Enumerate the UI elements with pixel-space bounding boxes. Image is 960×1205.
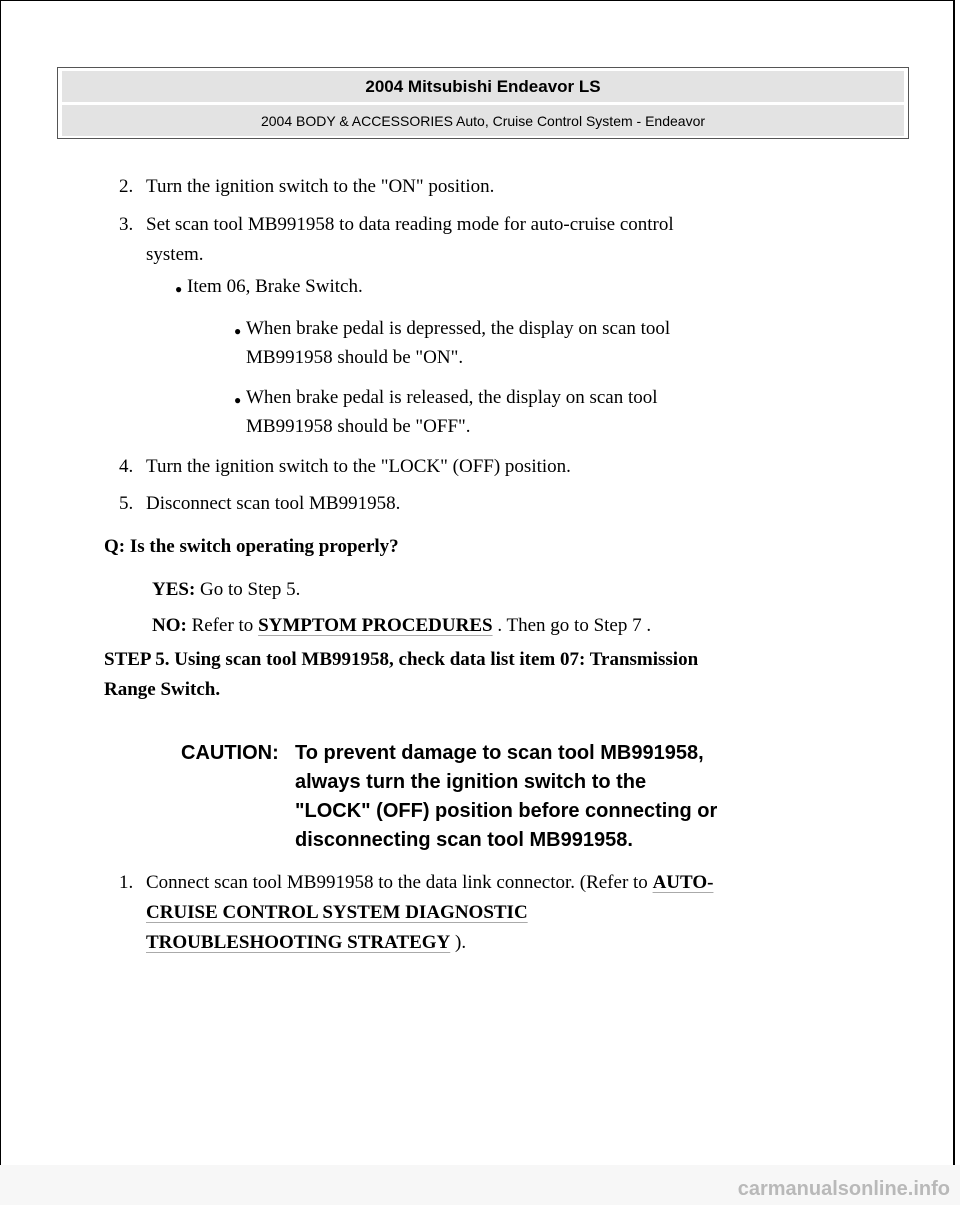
step-2: 2. Turn the ignition switch to the "ON" position.: [119, 176, 495, 197]
auto-cruise-link-continued[interactable]: CRUISE CONTROL SYSTEM DIAGNOSTIC: [146, 902, 528, 923]
section-subtitle: 2004 BODY & ACCESSORIES Auto, Cruise Control System - Endeavor: [62, 105, 904, 136]
bullet-icon: ●: [234, 393, 242, 407]
bullet-icon: ●: [234, 324, 242, 338]
caution-line-3: "LOCK" (OFF) position before connecting or: [295, 800, 718, 822]
step-3-continued: system.: [146, 244, 204, 265]
troubleshooting-strategy-link[interactable]: TROUBLESHOOTING STRATEGY: [146, 932, 451, 953]
no-answer: NO: Refer to SYMPTOM PROCEDURES . Then go to Step 7 .: [152, 615, 652, 636]
step-5-disconnect: 5. Disconnect scan tool MB991958.: [119, 493, 401, 514]
step-1-link-line-2: [146, 898, 528, 927]
step-1-connect: 1. Connect scan tool MB991958 to the data link connector. (Refer to AUTO-: [119, 872, 714, 893]
step-5-heading: STEP 5. Using scan tool MB991958, check data list item 07: Transmission Range Switch.: [104, 649, 699, 700]
sub-bullet-released-continued: MB991958 should be "OFF".: [246, 416, 471, 437]
yes-answer: YES: Go to Step 5.: [152, 579, 301, 600]
document-header: [57, 67, 909, 139]
auto-cruise-link[interactable]: AUTO-: [652, 872, 714, 893]
caution-line-1: To prevent damage to scan tool MB991958,: [295, 742, 704, 764]
symptom-procedures-link[interactable]: SYMPTOM PROCEDURES: [258, 615, 493, 636]
question: Q: Is the switch operating properly?: [104, 536, 399, 557]
sub-bullet-released: When brake pedal is released, the display on scan tool: [246, 387, 658, 408]
item-06-brake-switch: Item 06, Brake Switch.: [187, 276, 363, 297]
watermark: carmanualsonline.info: [737, 1178, 950, 1200]
caution-line-4: disconnecting scan tool MB991958.: [295, 829, 633, 851]
caution-line-2: always turn the ignition switch to the: [295, 771, 647, 793]
bullet-icon: ●: [175, 282, 183, 296]
step-1-link-line-3: TROUBLESHOOTING STRATEGY ).: [146, 932, 467, 953]
caution-label: CAUTION:: [181, 742, 279, 764]
step-4: 4. Turn the ignition switch to the "LOCK" (OFF) position.: [119, 456, 571, 477]
step-3: 3. Set scan tool MB991958 to data reading mode for auto-cruise control: [119, 214, 674, 235]
sub-bullet-depressed-continued: MB991958 should be "ON".: [246, 347, 464, 368]
sub-bullet-depressed: When brake pedal is depressed, the display on scan tool: [246, 318, 671, 339]
vehicle-title: 2004 Mitsubishi Endeavor LS: [62, 71, 904, 102]
